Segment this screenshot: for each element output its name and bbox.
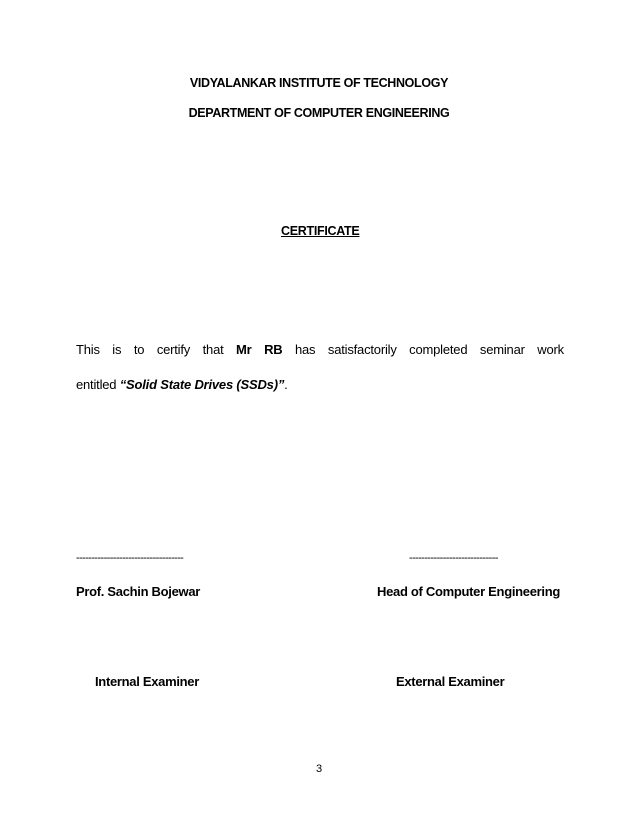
institute-name bbox=[0, 76, 638, 90]
certification-line-2 bbox=[76, 377, 288, 392]
word-completed: completed bbox=[409, 342, 468, 357]
certificate-title: CERTIFICATE bbox=[281, 224, 360, 238]
signature-line-right: ----------------------------- bbox=[409, 552, 498, 564]
word-satisfactorily: satisfactorily bbox=[327, 342, 397, 357]
external-examiner-label: External Examiner bbox=[396, 674, 505, 689]
line-end-period: . bbox=[284, 377, 288, 392]
internal-examiner-label: Internal Examiner bbox=[95, 674, 199, 689]
external-examiner-name: Head of Computer Engineering bbox=[377, 584, 561, 599]
word-to: to bbox=[133, 342, 145, 357]
department-name-text: DEPARTMENT OF COMPUTER ENGINEERING bbox=[188, 106, 450, 120]
word-seminar: seminar bbox=[479, 342, 525, 357]
signature-line-left: ----------------------------------- bbox=[76, 552, 184, 564]
student-name: RB bbox=[264, 342, 283, 357]
certification-line-1 bbox=[76, 342, 564, 357]
word-entitled: entitled bbox=[76, 377, 117, 392]
seminar-title: “Solid State Drives (SSDs)” bbox=[119, 377, 285, 392]
word-work: work bbox=[537, 342, 564, 357]
institute-name-text: VIDYALANKAR INSTITUTE OF TECHNOLOGY bbox=[189, 76, 449, 90]
word-has: has bbox=[295, 342, 316, 357]
word-mr: Mr bbox=[236, 342, 252, 357]
word-is: is bbox=[112, 342, 122, 357]
department-name bbox=[0, 106, 638, 120]
word-certify: certify bbox=[156, 342, 191, 357]
word-that: that bbox=[202, 342, 224, 357]
word-this: This bbox=[76, 342, 100, 357]
page-number: 3 bbox=[315, 763, 323, 775]
internal-examiner-name: Prof. Sachin Bojewar bbox=[76, 584, 201, 599]
